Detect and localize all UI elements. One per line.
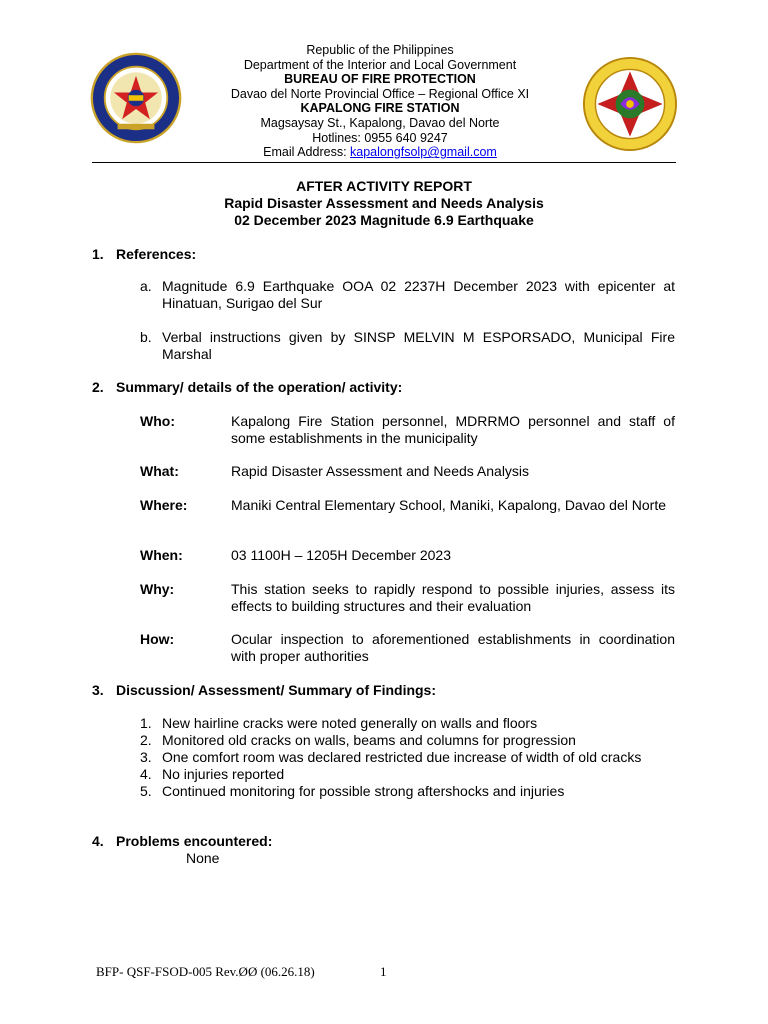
summary-row-how [140,631,675,665]
finding-item [140,732,675,749]
finding-text: Continued monitoring for possible strong aftershocks and injuries [162,783,565,799]
problems-body: None [186,850,220,866]
finding-number: 4. [140,766,152,782]
letterhead-department: Department of the Interior and Local Government [243,57,517,72]
letterhead-station: KAPALONG FIRE STATION [300,101,460,116]
letterhead-bureau: BUREAU OF FIRE PROTECTION [284,72,476,87]
section-summary-heading [92,379,402,396]
finding-text: New hairline cracks were noted generally on walls and floors [162,715,538,731]
reference-letter: b. [140,329,152,345]
finding-item [140,783,675,800]
letterhead-republic: Republic of the Philippines [306,43,454,57]
section-problems-heading [92,833,272,850]
findings-list [140,715,675,800]
email-link[interactable]: kapalongfsolp@gmail.com [350,145,497,160]
report-title-line2: Rapid Disaster Assessment and Needs Analysis [224,195,544,211]
section-references-heading [92,246,196,263]
finding-number: 5. [140,783,152,799]
summary-value: Kapalong Fire Station personnel, MDRRMO personnel and staff of some establishments in the municipality [231,413,675,446]
section-findings-heading [92,682,436,699]
finding-number: 3. [140,749,152,765]
report-title-line3: 02 December 2023 Magnitude 6.9 Earthquake [234,212,534,228]
reference-item [140,329,675,363]
section-heading: Problems encountered: [116,833,273,849]
email-label: Email Address: [263,145,351,160]
summary-row-who [140,413,675,447]
header-divider [92,162,676,163]
summary-value: This station seeks to rapidly respond to possible injuries, assess its effects to building structures and their evaluation [231,581,675,614]
form-code: BFP- QSF-FSOD-005 Rev.ØØ (06.26.18) [96,964,315,979]
finding-number: 1. [140,715,152,731]
section-heading: References: [116,246,197,262]
summary-row-when [140,547,675,564]
summary-value: 03 1100H – 1205H December 2023 [231,547,452,563]
summary-key: When: [140,547,183,563]
section-heading: Discussion/ Assessment/ Summary of Findings: [116,682,437,698]
summary-key: Why: [140,581,175,597]
summary-key: Where: [140,497,188,513]
summary-key: What: [140,463,179,479]
section-heading: Summary/ details of the operation/ activity: [116,379,403,395]
finding-text: One comfort room was declared restricted due increase of width of old cracks [162,749,642,765]
letterhead [180,43,580,160]
summary-value: Rapid Disaster Assessment and Needs Analysis [231,463,530,479]
finding-item [140,749,675,766]
finding-item [140,715,675,732]
section-number: 2. [92,379,104,395]
summary-row-what [140,463,675,480]
reference-text: Verbal instructions given by SINSP MELVIN M ESPORSADO, Municipal Fire Marshal [162,329,675,362]
letterhead-provincial-office: Davao del Norte Provincial Office – Regional Office XI [230,86,530,101]
summary-key: How: [140,631,175,647]
finding-item [140,766,675,783]
section-number: 3. [92,682,104,698]
letterhead-email-line [180,145,580,160]
reference-item [140,278,675,312]
bfp-region-xi-seal-icon [582,56,678,152]
page-number: 1 [380,964,387,979]
summary-key: Who: [140,413,175,429]
summary-row-why [140,581,675,615]
reference-letter: a. [140,278,152,294]
letterhead-hotlines: Hotlines: 0955 640 9247 [312,130,448,145]
summary-value: Ocular inspection to aforementioned establishments in coordination with proper authorities [231,631,675,664]
section-number: 4. [92,833,104,849]
finding-number: 2. [140,732,152,748]
finding-text: No injuries reported [162,766,285,782]
letterhead-address: Magsaysay St., Kapalong, Davao del Norte [260,115,500,130]
section-number: 1. [92,246,104,262]
finding-text: Monitored old cracks on walls, beams and columns for progression [162,732,576,748]
summary-value: Maniki Central Elementary School, Maniki, Kapalong, Davao del Norte [231,497,666,513]
bfp-seal-icon [90,52,182,144]
report-title [92,178,676,229]
reference-text: Magnitude 6.9 Earthquake OOA 02 2237H December 2023 with epicenter at Hinatuan, Surigao del Sur [162,278,675,311]
report-title-line1: AFTER ACTIVITY REPORT [296,178,472,194]
summary-row-where [140,497,675,514]
